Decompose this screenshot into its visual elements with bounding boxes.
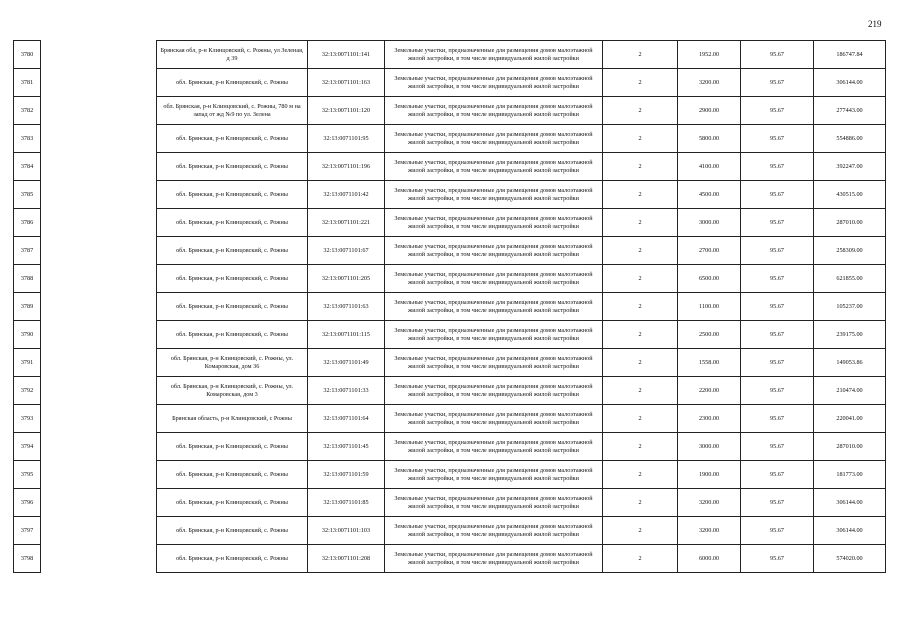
empty-cell	[41, 489, 157, 517]
address-cell: Брянская обл, р-н Клинцовский, с. Рожны, ул Зеленая, д 39	[157, 41, 308, 69]
land-purpose-cell: Земельные участки, предназначенные для размещения домов малоэтажной жилой застройки, в том числе индивидуальной жилой застройки	[385, 69, 603, 97]
land-purpose-cell: Земельные участки, предназначенные для размещения домов малоэтажной жилой застройки, в том числе индивидуальной жилой застройки	[385, 41, 603, 69]
area-cell: 6500.00	[678, 265, 741, 293]
address-cell: обл. Брянская, р-н Клинцовский, с. Рожны	[157, 293, 308, 321]
rate-cell: 95.67	[741, 69, 814, 97]
rate-cell: 95.67	[741, 545, 814, 573]
table-row	[14, 349, 886, 377]
land-registry-table	[13, 40, 886, 573]
group-cell: 2	[603, 293, 678, 321]
empty-cell	[41, 181, 157, 209]
area-cell: 3200.00	[678, 69, 741, 97]
table-row	[14, 125, 886, 153]
table-row	[14, 489, 886, 517]
group-cell: 2	[603, 321, 678, 349]
rate-cell: 95.67	[741, 461, 814, 489]
rate-cell: 95.67	[741, 153, 814, 181]
cadastral-number-cell: 32:13:0071101:208	[308, 545, 385, 573]
address-cell: Брянская область, р-н Клинцовский, с Рожны	[157, 405, 308, 433]
land-purpose-cell: Земельные участки, предназначенные для размещения домов малоэтажной жилой застройки, в том числе индивидуальной жилой застройки	[385, 461, 603, 489]
group-cell: 2	[603, 517, 678, 545]
row-number-cell: 3786	[14, 209, 41, 237]
cadastral-value-cell: 239175.00	[814, 321, 886, 349]
empty-cell	[41, 349, 157, 377]
empty-cell	[41, 433, 157, 461]
cadastral-value-cell: 149053.86	[814, 349, 886, 377]
rate-cell: 95.67	[741, 489, 814, 517]
group-cell: 2	[603, 545, 678, 573]
cadastral-number-cell: 32:13:0071101:49	[308, 349, 385, 377]
group-cell: 2	[603, 237, 678, 265]
empty-cell	[41, 69, 157, 97]
cadastral-number-cell: 32:13:0071101:120	[308, 97, 385, 125]
rate-cell: 95.67	[741, 125, 814, 153]
row-number-cell: 3796	[14, 489, 41, 517]
cadastral-value-cell: 105237.00	[814, 293, 886, 321]
cadastral-value-cell: 186747.84	[814, 41, 886, 69]
rate-cell: 95.67	[741, 377, 814, 405]
row-number-cell: 3791	[14, 349, 41, 377]
cadastral-number-cell: 32:13:0071101:103	[308, 517, 385, 545]
address-cell: обл. Брянская, р-н Клинцовский, с. Рожны, 780 м на запад от жд №9 по ул. Зелена	[157, 97, 308, 125]
land-purpose-cell: Земельные участки, предназначенные для размещения домов малоэтажной жилой застройки, в том числе индивидуальной жилой застройки	[385, 545, 603, 573]
area-cell: 1900.00	[678, 461, 741, 489]
group-cell: 2	[603, 209, 678, 237]
address-cell: обл. Брянская, р-н Клинцовский, с. Рожны	[157, 69, 308, 97]
row-number-cell: 3795	[14, 461, 41, 489]
land-purpose-cell: Земельные участки, предназначенные для размещения домов малоэтажной жилой застройки, в том числе индивидуальной жилой застройки	[385, 293, 603, 321]
cadastral-value-cell: 430515.00	[814, 181, 886, 209]
cadastral-number-cell: 32:13:0071101:42	[308, 181, 385, 209]
table-row	[14, 41, 886, 69]
empty-cell	[41, 377, 157, 405]
row-number-cell: 3781	[14, 69, 41, 97]
cadastral-number-cell: 32:13:0071101:115	[308, 321, 385, 349]
group-cell: 2	[603, 41, 678, 69]
cadastral-number-cell: 32:13:0071101:95	[308, 125, 385, 153]
row-number-cell: 3787	[14, 237, 41, 265]
area-cell: 2300.00	[678, 405, 741, 433]
group-cell: 2	[603, 153, 678, 181]
cadastral-value-cell: 621855.00	[814, 265, 886, 293]
table-row	[14, 209, 886, 237]
empty-cell	[41, 321, 157, 349]
area-cell: 5800.00	[678, 125, 741, 153]
table-row	[14, 97, 886, 125]
land-purpose-cell: Земельные участки, предназначенные для размещения домов малоэтажной жилой застройки, в том числе индивидуальной жилой застройки	[385, 377, 603, 405]
cadastral-number-cell: 32:13:0071101:33	[308, 377, 385, 405]
group-cell: 2	[603, 181, 678, 209]
cadastral-value-cell: 220041.00	[814, 405, 886, 433]
land-purpose-cell: Земельные участки, предназначенные для размещения домов малоэтажной жилой застройки, в том числе индивидуальной жилой застройки	[385, 265, 603, 293]
table-row	[14, 265, 886, 293]
cadastral-value-cell: 258309.00	[814, 237, 886, 265]
group-cell: 2	[603, 349, 678, 377]
row-number-cell: 3785	[14, 181, 41, 209]
cadastral-number-cell: 32:13:0071101:63	[308, 293, 385, 321]
land-purpose-cell: Земельные участки, предназначенные для размещения домов малоэтажной жилой застройки, в том числе индивидуальной жилой застройки	[385, 237, 603, 265]
cadastral-value-cell: 306144.00	[814, 69, 886, 97]
empty-cell	[41, 209, 157, 237]
empty-cell	[41, 265, 157, 293]
cadastral-value-cell: 574020.00	[814, 545, 886, 573]
row-number-cell: 3790	[14, 321, 41, 349]
rate-cell: 95.67	[741, 433, 814, 461]
row-number-cell: 3798	[14, 545, 41, 573]
area-cell: 1952.00	[678, 41, 741, 69]
land-purpose-cell: Земельные участки, предназначенные для размещения домов малоэтажной жилой застройки, в том числе индивидуальной жилой застройки	[385, 489, 603, 517]
cadastral-value-cell: 210474.00	[814, 377, 886, 405]
area-cell: 1100.00	[678, 293, 741, 321]
area-cell: 2200.00	[678, 377, 741, 405]
cadastral-number-cell: 32:13:0071101:85	[308, 489, 385, 517]
table-row	[14, 461, 886, 489]
group-cell: 2	[603, 461, 678, 489]
area-cell: 2900.00	[678, 97, 741, 125]
row-number-cell: 3789	[14, 293, 41, 321]
cadastral-value-cell: 287010.00	[814, 209, 886, 237]
row-number-cell: 3792	[14, 377, 41, 405]
empty-cell	[41, 545, 157, 573]
cadastral-number-cell: 32:13:0071101:141	[308, 41, 385, 69]
cadastral-value-cell: 306144.00	[814, 489, 886, 517]
cadastral-value-cell: 554886.00	[814, 125, 886, 153]
address-cell: обл. Брянская, р-н Клинцовский, с. Рожны, ул. Комаровская, дом 36	[157, 349, 308, 377]
rate-cell: 95.67	[741, 321, 814, 349]
table-row	[14, 237, 886, 265]
cadastral-value-cell: 306144.00	[814, 517, 886, 545]
cadastral-value-cell: 181773.00	[814, 461, 886, 489]
cadastral-value-cell: 287010.00	[814, 433, 886, 461]
address-cell: обл. Брянская, р-н Клинцовский, с. Рожны	[157, 209, 308, 237]
land-purpose-cell: Земельные участки, предназначенные для размещения домов малоэтажной жилой застройки, в том числе индивидуальной жилой застройки	[385, 125, 603, 153]
row-number-cell: 3782	[14, 97, 41, 125]
cadastral-number-cell: 32:13:0071101:221	[308, 209, 385, 237]
group-cell: 2	[603, 125, 678, 153]
table-row	[14, 517, 886, 545]
cadastral-number-cell: 32:13:0071101:59	[308, 461, 385, 489]
area-cell: 2500.00	[678, 321, 741, 349]
row-number-cell: 3794	[14, 433, 41, 461]
row-number-cell: 3797	[14, 517, 41, 545]
land-purpose-cell: Земельные участки, предназначенные для размещения домов малоэтажной жилой застройки, в том числе индивидуальной жилой застройки	[385, 97, 603, 125]
group-cell: 2	[603, 377, 678, 405]
address-cell: обл. Брянская, р-н Клинцовский, с. Рожны	[157, 181, 308, 209]
cadastral-value-cell: 277443.00	[814, 97, 886, 125]
cadastral-number-cell: 32:13:0071101:205	[308, 265, 385, 293]
address-cell: обл. Брянская, р-н Клинцовский, с. Рожны	[157, 125, 308, 153]
group-cell: 2	[603, 265, 678, 293]
empty-cell	[41, 293, 157, 321]
address-cell: обл. Брянская, р-н Клинцовский, с. Рожны	[157, 545, 308, 573]
table-row	[14, 321, 886, 349]
cadastral-number-cell: 32:13:0071101:64	[308, 405, 385, 433]
address-cell: обл. Брянская, р-н Клинцовский, с. Рожны	[157, 321, 308, 349]
table-row	[14, 69, 886, 97]
table-row	[14, 377, 886, 405]
cadastral-number-cell: 32:13:0071101:67	[308, 237, 385, 265]
row-number-cell: 3793	[14, 405, 41, 433]
address-cell: обл. Брянская, р-н Клинцовский, с. Рожны	[157, 489, 308, 517]
empty-cell	[41, 97, 157, 125]
group-cell: 2	[603, 97, 678, 125]
group-cell: 2	[603, 489, 678, 517]
area-cell: 4100.00	[678, 153, 741, 181]
row-number-cell: 3788	[14, 265, 41, 293]
table-row	[14, 433, 886, 461]
area-cell: 3000.00	[678, 433, 741, 461]
group-cell: 2	[603, 433, 678, 461]
group-cell: 2	[603, 69, 678, 97]
empty-cell	[41, 237, 157, 265]
row-number-cell: 3783	[14, 125, 41, 153]
address-cell: обл. Брянская, р-н Клинцовский, с. Рожны	[157, 265, 308, 293]
area-cell: 2700.00	[678, 237, 741, 265]
area-cell: 3200.00	[678, 489, 741, 517]
area-cell: 3000.00	[678, 209, 741, 237]
address-cell: обл. Брянская, р-н Клинцовский, с. Рожны	[157, 517, 308, 545]
rate-cell: 95.67	[741, 293, 814, 321]
rate-cell: 95.67	[741, 209, 814, 237]
land-purpose-cell: Земельные участки, предназначенные для размещения домов малоэтажной жилой застройки, в том числе индивидуальной жилой застройки	[385, 181, 603, 209]
table-row	[14, 405, 886, 433]
empty-cell	[41, 405, 157, 433]
table-row	[14, 293, 886, 321]
area-cell: 3200.00	[678, 517, 741, 545]
rate-cell: 95.67	[741, 517, 814, 545]
group-cell: 2	[603, 405, 678, 433]
rate-cell: 95.67	[741, 265, 814, 293]
cadastral-number-cell: 32:13:0071101:45	[308, 433, 385, 461]
row-number-cell: 3780	[14, 41, 41, 69]
rate-cell: 95.67	[741, 405, 814, 433]
area-cell: 1558.00	[678, 349, 741, 377]
land-purpose-cell: Земельные участки, предназначенные для размещения домов малоэтажной жилой застройки, в том числе индивидуальной жилой застройки	[385, 405, 603, 433]
empty-cell	[41, 517, 157, 545]
land-purpose-cell: Земельные участки, предназначенные для размещения домов малоэтажной жилой застройки, в том числе индивидуальной жилой застройки	[385, 433, 603, 461]
rate-cell: 95.67	[741, 349, 814, 377]
rate-cell: 95.67	[741, 237, 814, 265]
cadastral-value-cell: 392247.00	[814, 153, 886, 181]
row-number-cell: 3784	[14, 153, 41, 181]
table-row	[14, 545, 886, 573]
rate-cell: 95.67	[741, 181, 814, 209]
empty-cell	[41, 153, 157, 181]
address-cell: обл. Брянская, р-н Клинцовский, с. Рожны	[157, 433, 308, 461]
cadastral-number-cell: 32:13:0071101:196	[308, 153, 385, 181]
rate-cell: 95.67	[741, 97, 814, 125]
land-purpose-cell: Земельные участки, предназначенные для размещения домов малоэтажной жилой застройки, в том числе индивидуальной жилой застройки	[385, 153, 603, 181]
area-cell: 6000.00	[678, 545, 741, 573]
land-purpose-cell: Земельные участки, предназначенные для размещения домов малоэтажной жилой застройки, в том числе индивидуальной жилой застройки	[385, 349, 603, 377]
area-cell: 4500.00	[678, 181, 741, 209]
cadastral-number-cell: 32:13:0071101:163	[308, 69, 385, 97]
address-cell: обл. Брянская, р-н Клинцовский, с. Рожны, ул. Комаровская, дом 3	[157, 377, 308, 405]
empty-cell	[41, 461, 157, 489]
page-number: 219	[868, 19, 882, 29]
table-row	[14, 181, 886, 209]
empty-cell	[41, 41, 157, 69]
empty-cell	[41, 125, 157, 153]
rate-cell: 95.67	[741, 41, 814, 69]
land-purpose-cell: Земельные участки, предназначенные для размещения домов малоэтажной жилой застройки, в том числе индивидуальной жилой застройки	[385, 209, 603, 237]
land-purpose-cell: Земельные участки, предназначенные для размещения домов малоэтажной жилой застройки, в том числе индивидуальной жилой застройки	[385, 517, 603, 545]
address-cell: обл. Брянская, р-н Клинцовский, с. Рожны	[157, 153, 308, 181]
land-purpose-cell: Земельные участки, предназначенные для размещения домов малоэтажной жилой застройки, в том числе индивидуальной жилой застройки	[385, 321, 603, 349]
table-row	[14, 153, 886, 181]
address-cell: обл. Брянская, р-н Клинцовский, с. Рожны	[157, 461, 308, 489]
address-cell: обл. Брянская, р-н Клинцовский, с. Рожны	[157, 237, 308, 265]
